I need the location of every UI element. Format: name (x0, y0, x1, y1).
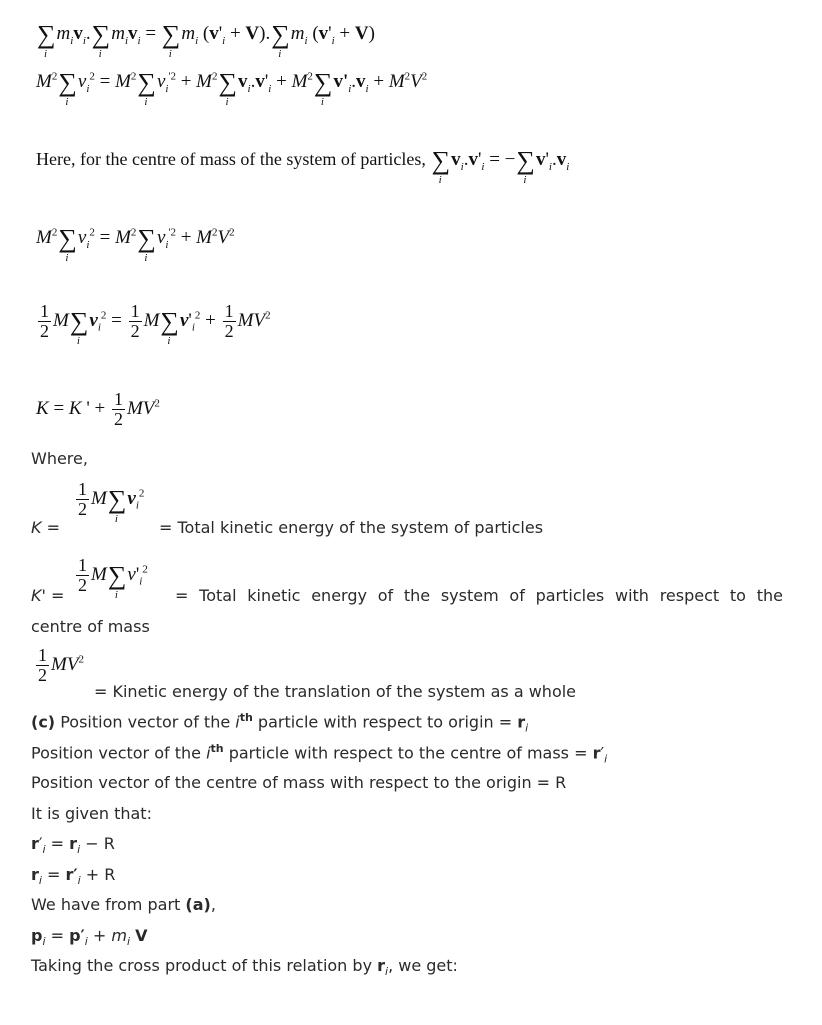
part-c-line-2: Position vector of the $i^{th}$ particle with respect to the centre of mass = $r'_i$ (31, 742, 608, 766)
word: the (756, 586, 783, 605)
equation-expanded: $M^2\sum$ i $v_i^2 = M^2\sum$ i $v_i^{'2} + M^2\sum$ i $v_i.v'_i + M^2\sum$ i $v'_i.v_i + M^2V^2$ (36, 68, 428, 108)
k-formula: $\frac{1}{2}$ M∑ i $v_i^2$ (78, 479, 145, 525)
text-span: , we get: (388, 956, 458, 975)
word: of (509, 586, 525, 605)
word: Total (199, 586, 237, 605)
equation-half: $\frac{1}{2}$ M∑ i $v_i^2$ = $\frac{1}{2}$ M∑ i $v'_i^2$ + $\frac{1}{2}$ $MV^2$ (40, 301, 271, 347)
text-span: particle with respect to the centre of mass = (228, 743, 588, 763)
relation-1: $r'_i = r_i - R$ (31, 834, 115, 857)
k-label: K = (31, 518, 60, 537)
part-c-line-3: Position vector of the centre of mass with respect to the origin = R (31, 773, 567, 792)
word: = (175, 586, 189, 605)
given-label: It is given that: (31, 804, 152, 823)
text-span: Position vector of the (60, 712, 231, 732)
kprime-description-cont: centre of mass (31, 617, 150, 636)
cross-product-line: Taking the cross product of this relation by $r_i$, we get: (31, 956, 458, 979)
word: system (440, 586, 499, 605)
word: with (615, 586, 649, 605)
part-c-line-1: (c) Position vector of the $i^{th}$ particle with respect to origin = $r_i$ (31, 711, 529, 735)
here-text: Here, for the centre of mass of the system of particles, (36, 149, 426, 169)
word: to (729, 586, 746, 605)
k-description: = Total kinetic energy of the system of particles (159, 518, 544, 537)
centre-of-mass-statement: Here, for the centre of mass of the system of particles, ∑ i $v_i.v'_i$ = −∑ i $v'_i.v_i$ (36, 146, 570, 186)
text-span: Taking the cross product of this relation by (31, 956, 373, 975)
word: kinetic (247, 586, 301, 605)
kprime-description (175, 586, 783, 605)
where-label: Where, (31, 449, 88, 468)
word: particles (535, 586, 605, 605)
word: of (377, 586, 394, 605)
equation-kinetic-energy: K = K ' + $\frac{1}{2}$ $MV^2$ (36, 389, 160, 429)
text-span: Position vector of the (31, 743, 201, 763)
momentum-relation: $p_i = p'_i + m_i$ V (31, 926, 148, 949)
part-c-label: (c) (31, 712, 56, 732)
equation-simplified: $M^2\sum$ i $v_i^2 = M^2\sum$ i $v_i^{'2} + M^2V^2$ (36, 224, 235, 264)
part-a-reference: We have from part (a), (31, 895, 216, 914)
kprime-label: K' = (31, 586, 65, 605)
part-a-label: (a) (185, 895, 211, 914)
word: energy (311, 586, 367, 605)
word: the (403, 586, 431, 605)
equation-momentum-dot: ∑ i $m_iv_i.\sum$ i $m_iv_i$ = ∑ i $m_i$ $(v'_i + V).\sum$ i $m_i$ $(v'_i + V)$ (37, 20, 375, 60)
text-span: particle with respect to origin = (257, 712, 513, 732)
text-span: We have from part (31, 895, 181, 914)
translation-formula: $\frac{1}{2}$ $MV^2$ (38, 645, 84, 685)
kprime-formula: $\frac{1}{2}$ M∑ i $v'_i^2$ (78, 555, 148, 601)
translation-description: = Kinetic energy of the translation of the system as a whole (94, 682, 577, 701)
word: respect (659, 586, 720, 605)
relation-2: $r_i = r'_i + R$ (31, 865, 116, 888)
